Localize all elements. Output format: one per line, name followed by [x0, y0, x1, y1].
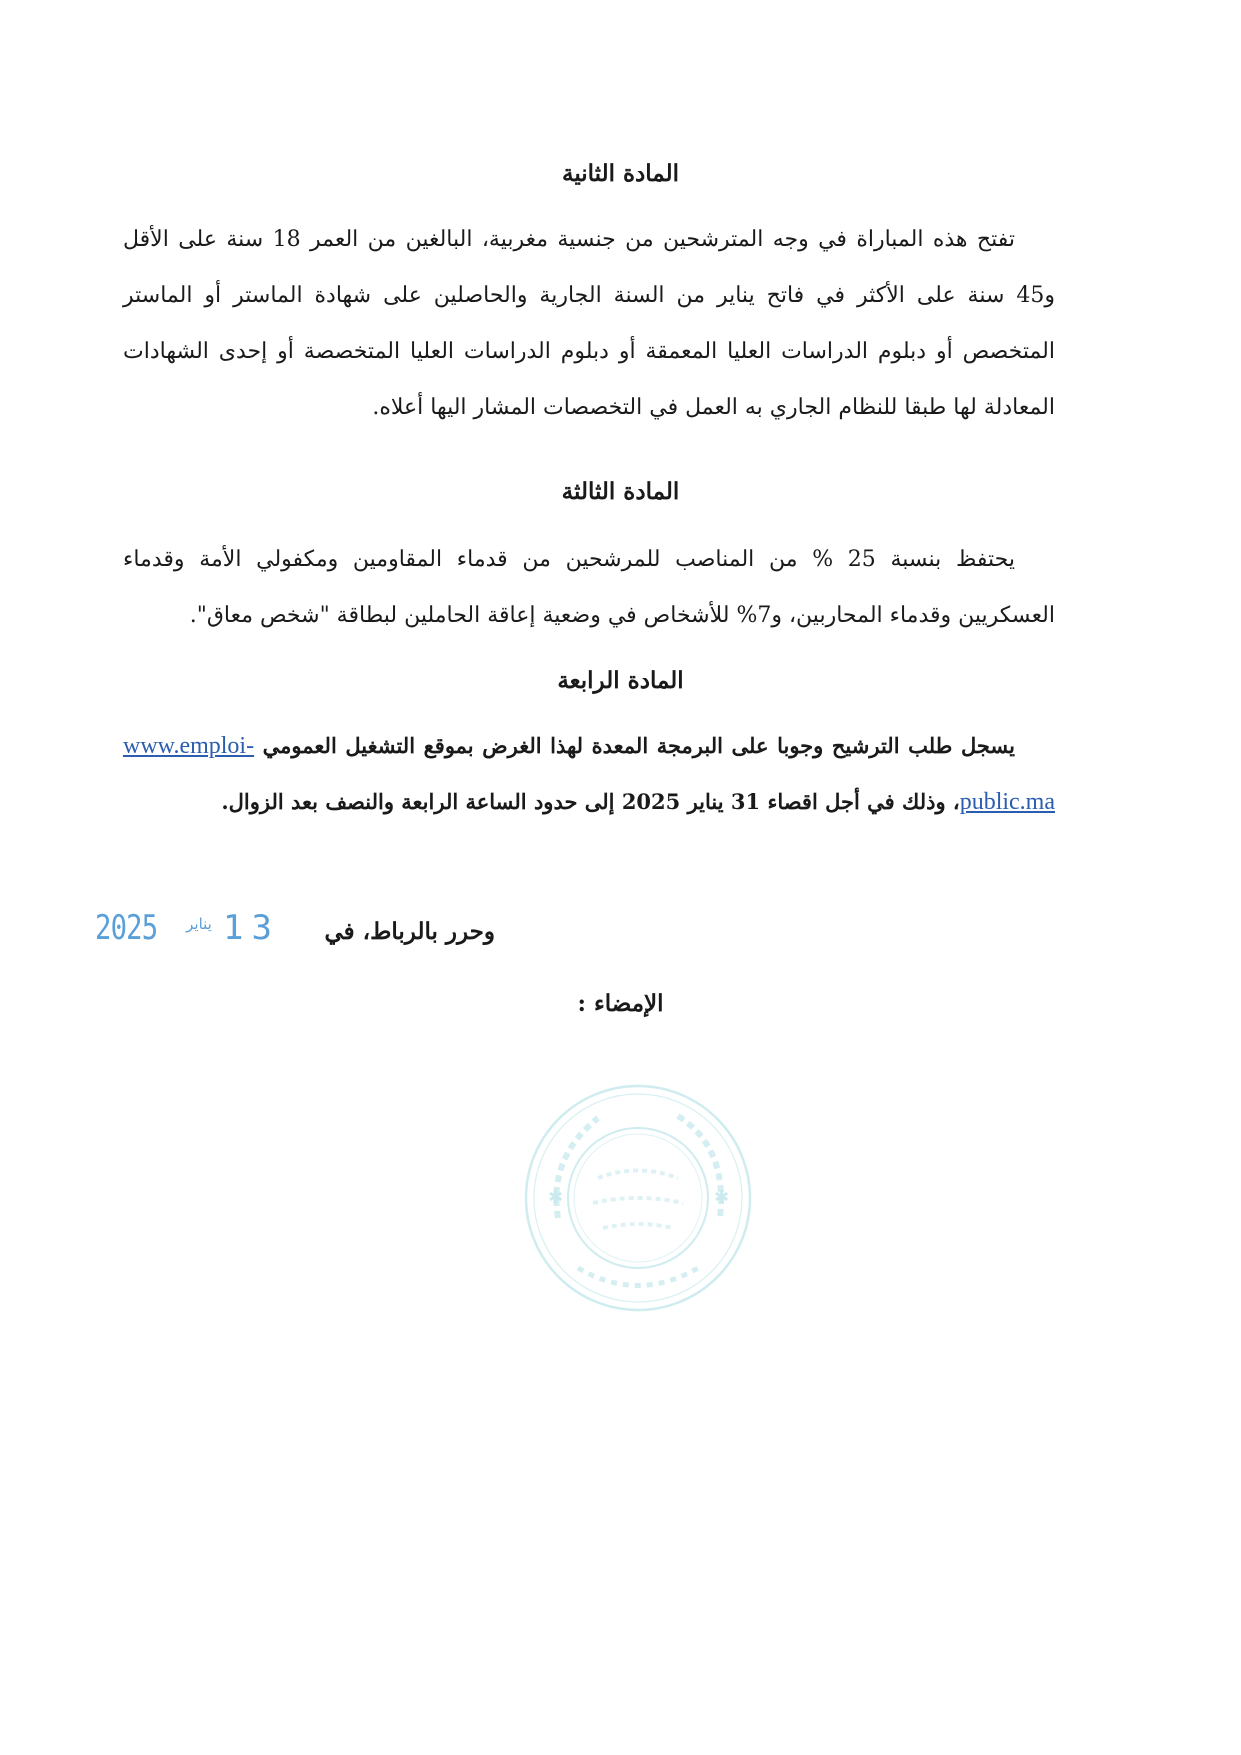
stamp-year: 2025: [95, 908, 158, 948]
emploi-public-link[interactable]: www.emploi-public.ma: [123, 733, 1055, 815]
article-3-text: [123, 532, 1055, 644]
place-date-label: وحرر بالرباط، في: [324, 918, 495, 945]
date-stamp: [95, 908, 280, 948]
date-line: [95, 908, 495, 958]
article-2-body: تفتح هذه المباراة في وجه المترشحين من جنسية مغربية، البالغين من العمر 18 سنة على الأقل و45 سنة على الأكثر في فاتح يناير من السنة الجارية والحاصلين على شهادة الماستر أو الماستر المتخصص أو دبلوم الدراسات العليا المعمقة أو دبلوم الدراسات العليا المتخصصة أو إحدى الشهادات المعادلة لها طبقا للنظام الجاري به العمل في التخصصات المشار اليها أعلاه.: [123, 227, 1055, 420]
article-4-body-part1: يسجل طلب الترشيح وجوبا على البرمجة المعدة لهذا الغرض بموقع التشغيل العمومي: [262, 733, 1015, 758]
article-2-text: [123, 212, 1055, 436]
article-3-body: يحتفظ بنسبة 25 % من المناصب للمرشحين من قدماء المقاومين ومكفولي الأمة وقدماء العسكريين وقدماء المحاربين، و7% للأشخاص في وضعية إعاقة الحاملين لبطاقة "شخص معاق".: [123, 547, 1055, 628]
article-4-body-part2: ، وذلك في أجل اقصاء 31 يناير 2025 إلى حدود الساعة الرابعة والنصف بعد الزوال.: [221, 789, 960, 814]
stamp-month: يناير: [186, 915, 212, 933]
article-2-heading: المادة الثانية: [561, 160, 680, 187]
stamp-day: 13: [223, 908, 280, 948]
article-4-text: [123, 718, 1055, 830]
official-seal-icon: [518, 1078, 758, 1318]
article-3-heading: المادة الثالثة: [561, 478, 680, 505]
article-4-heading: المادة الرابعة: [557, 667, 684, 694]
svg-text:✱: ✱: [714, 1187, 730, 1208]
svg-text:✱: ✱: [548, 1187, 564, 1208]
signature-label: الإمضاء :: [577, 990, 664, 1017]
